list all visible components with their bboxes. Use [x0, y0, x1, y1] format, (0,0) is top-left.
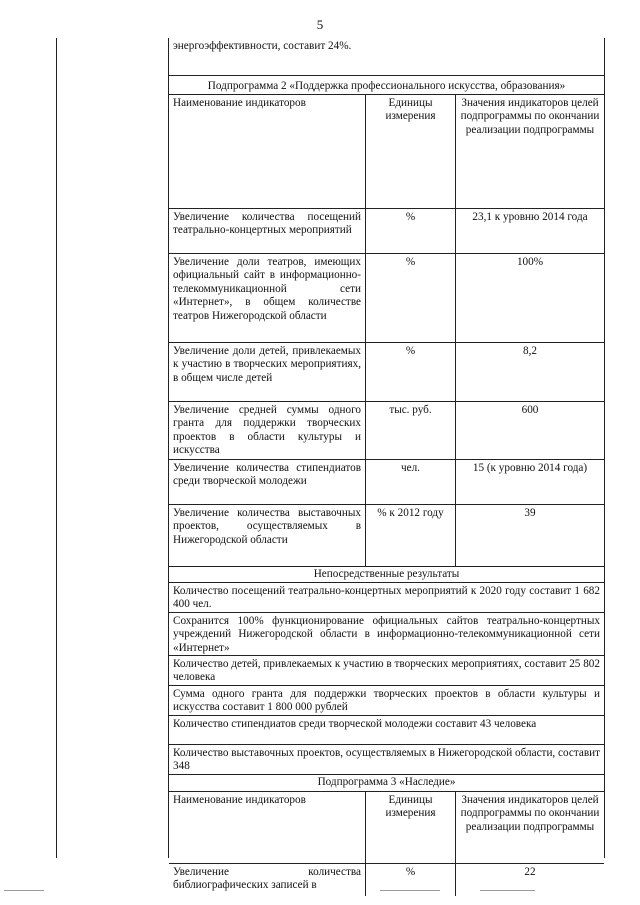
subprogram3-header-row [169, 792, 604, 864]
indicator-name: Увеличение количества посещений театрально-концертных мероприятий [169, 209, 366, 253]
table-row [169, 254, 604, 343]
indicator-unit: % к 2012 году [366, 505, 456, 566]
table-row [169, 505, 604, 567]
header-indicator-name: Наименование индикаторов [169, 95, 366, 208]
indicator-value: 8,2 [523, 345, 537, 357]
subprogram3-title: Подпрограмма 3 «Наследие» [169, 775, 604, 792]
result-item: Количество посещений театрально-концертных мероприятий к 2020 году составит 1 682 400 чел. [169, 583, 604, 613]
result-item: Сохранится 100% функционирование официальных сайтов театрально-концертных учреждений Нижегородской области в информационно-телекоммуникационной сети «Интернет» [169, 613, 604, 656]
table-row [169, 343, 604, 402]
indicator-unit: % [366, 343, 456, 401]
passport-table [56, 38, 605, 892]
scan-mark [380, 890, 440, 891]
header-unit: Единицы измерения [366, 95, 456, 208]
table-row [169, 460, 604, 505]
indicator-unit: % [366, 864, 456, 896]
indicator-name: Увеличение количества библиографических записей в [169, 864, 366, 896]
indicator-name: Увеличение доли детей, привлекаемых к участию в творческих мероприятиях, в общем числе детей [169, 343, 366, 401]
scan-edge-marks [0, 888, 640, 894]
result-item: Количество выставочных проектов, осуществляемых в Нижегородской области, составит 348 [169, 745, 604, 775]
table-row [169, 402, 604, 460]
result-item: Количество стипендиатов среди творческой молодежи составит 43 человека [169, 716, 604, 745]
intro-text: энергоэффективности, составит 24%. [169, 38, 604, 76]
results-title: Непосредственные результаты [169, 567, 604, 583]
header-target-value: Значения индикаторов целей подпрограммы по окончании реализации подпрограммы [460, 97, 600, 136]
indicator-value: 100% [516, 256, 544, 268]
indicator-value: 22 [524, 866, 536, 878]
scan-mark [4, 890, 44, 891]
indicator-value: 23,1 к уровню 2014 года [472, 211, 588, 223]
indicator-name: Увеличение доли театров, имеющих официальный сайт в информационно-телекоммуникационной сети «Интернет», в общем количестве театров Нижегородской области [169, 254, 366, 342]
result-item: Количество детей, привлекаемых к участию в творческих мероприятиях, составит 25 802 человека [169, 656, 604, 686]
subprogram2-header-row [169, 95, 604, 209]
indicator-name: Увеличение количества стипендиатов среди творческой молодежи [169, 460, 366, 504]
indicator-name: Увеличение средней суммы одного гранта для поддержки творческих проектов в области культуры и искусства [169, 402, 366, 459]
header-unit: Единицы измерения [366, 792, 456, 863]
header-indicator-name: Наименование индикаторов [169, 792, 366, 863]
indicator-unit: тыс. руб. [366, 402, 456, 459]
indicator-value: 39 [524, 507, 536, 519]
subprogram2-title: Подпрограмма 2 «Поддержка профессионального искусства, образования» [169, 76, 604, 95]
indicator-value: 15 (к уровню 2014 года) [472, 462, 588, 474]
indicator-unit: % [366, 209, 456, 253]
right-column [169, 38, 604, 892]
indicator-name: Увеличение количества выставочных проектов, осуществляемых в Нижегородской области [169, 505, 366, 566]
scan-mark [480, 890, 535, 891]
indicator-value: 600 [521, 404, 539, 416]
header-target-value: Значения индикаторов целей подпрограммы по окончании реализации подпрограммы [460, 794, 600, 833]
page-number: 5 [316, 17, 324, 32]
indicator-unit: чел. [366, 460, 456, 504]
table-row [169, 209, 604, 254]
result-item: Сумма одного гранта для поддержки творческих проектов в области культуры и искусства составит 1 800 000 рублей [169, 686, 604, 716]
indicator-unit: % [366, 254, 456, 342]
